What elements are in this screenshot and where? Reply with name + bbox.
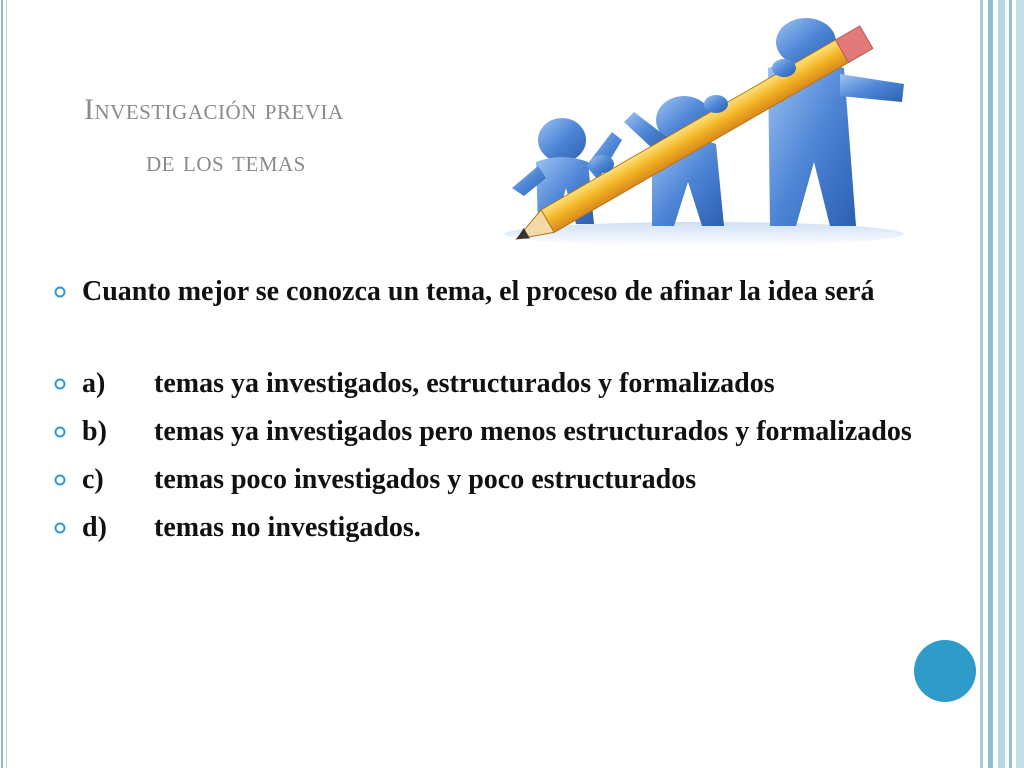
title-line-1: Investigación previa [84, 93, 344, 126]
bullet-marker-icon [54, 522, 66, 534]
bullet-intro [48, 272, 928, 312]
team-pencil-illustration [484, 12, 924, 248]
bullet-a [48, 364, 928, 404]
bullet-text: temas ya investigados, estructurados y formalizados [154, 368, 775, 399]
bullet-text: Cuanto mejor se conozca un tema, el proceso de afinar la idea será [82, 276, 875, 307]
left-border-decoration [0, 0, 10, 768]
title-line-2: de los temas [146, 145, 306, 178]
bullet-b [48, 412, 928, 452]
bullet-c [48, 460, 928, 500]
bullet-text: temas no investigados. [154, 512, 421, 543]
bullet-marker-icon [54, 286, 66, 298]
slide-title [84, 84, 484, 188]
bullet-label: a) [82, 368, 106, 399]
bullet-text: temas poco investigados y poco estructurados [154, 464, 697, 495]
right-stripe-decoration [976, 0, 1024, 768]
decorative-circle [914, 640, 976, 702]
bullet-label: b) [82, 416, 107, 447]
bullet-label: c) [82, 464, 104, 495]
bullet-marker-icon [54, 426, 66, 438]
bullet-list [48, 272, 928, 556]
bullet-marker-icon [54, 474, 66, 486]
bullet-text: temas ya investigados pero menos estructurados y formalizados [154, 416, 912, 447]
bullet-label: d) [82, 512, 107, 543]
bullet-marker-icon [54, 378, 66, 390]
bullet-d [48, 508, 928, 548]
